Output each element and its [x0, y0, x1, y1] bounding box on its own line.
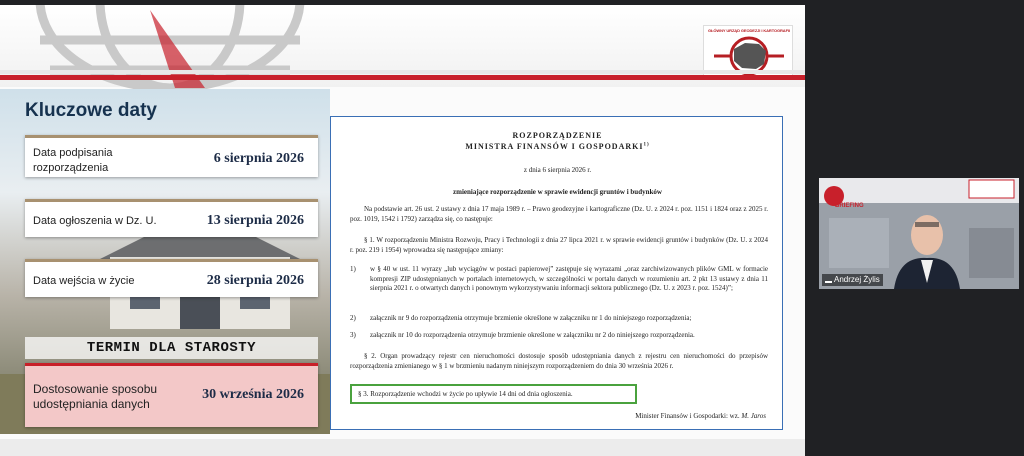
participant-video-feed	[819, 178, 1019, 289]
termin-banner: TERMIN DLA STAROSTY	[25, 337, 318, 359]
card-date: 30 września 2026	[202, 387, 304, 402]
doc-signature-name: M. Jaros	[741, 412, 766, 420]
doc-subject: zmieniające rozporządzenie w sprawie ewidencji gruntów i budynków	[453, 188, 662, 196]
poland-map-icon	[712, 35, 786, 75]
doc-title: ROZPORZĄDZENIE	[512, 131, 603, 140]
doc-item-number: 3)	[350, 331, 356, 339]
doc-paragraph-3: § 3. Rozporządzenie wchodzi w życie po upływie 14 dni od dnia ogłoszenia.	[358, 390, 573, 398]
key-date-card	[25, 135, 318, 177]
doc-paragraph-2: § 2. Organ prowadzący rejestr cen nieruchomości dostosuje sposób udostępniania danych z rejestru cen nieruchomości do przepisów rozporządzenia zmienianego w § 1 w brzmieniu nadanym niniejszym rozporządzeniem do dnia 30 września 2026 r.	[350, 352, 768, 370]
doc-item-number: 2)	[350, 314, 356, 322]
key-date-card	[25, 199, 318, 237]
presentation-slide	[0, 5, 805, 456]
card-label: Dostosowanie sposobu udostępniania danych	[33, 382, 158, 411]
header-divider	[0, 75, 805, 80]
card-label: Data podpisania rozporządzenia	[33, 147, 113, 174]
card-label: Data wejścia w życie	[33, 275, 135, 287]
gugik-logo: GŁÓWNY URZĄD GEODEZJI I KARTOGRAFII	[703, 25, 793, 77]
doc-issuer	[331, 142, 784, 151]
card-date: 6 sierpnia 2026	[213, 151, 304, 166]
doc-preamble: Na podstawie art. 26 ust. 2 ustawy z dnia 17 maja 1989 r. – Prawo geodezyjne i kartograficzne (Dz. U. z 2024 r. poz. 1151 i 1824 oraz z 2025 r. poz. 1019, 1542 i 1792) zarządza się, co następuje:	[350, 205, 768, 223]
doc-item: załącznik nr 9 do rozporządzenia otrzymuje brzmienie określone w załączniku nr 1 do niniejszego rozporządzenia;	[370, 314, 692, 322]
doc-paragraph-1: § 1. W rozporządzeniu Ministra Rozwoju, Pracy i Technologii z dnia 27 lipca 2021 r. w sprawie ewidencji gruntów i budynków (Dz. U. z 2024 r. poz. 219 i 1954) wprowadza się następujące zmiany:	[350, 236, 768, 254]
card-label: Data ogłoszenia w Dz. U.	[33, 215, 157, 227]
participant-name: Andrzej Żylis	[834, 275, 880, 284]
card-date: 28 sierpnia 2026	[206, 273, 304, 288]
signal-bars-icon	[825, 276, 832, 283]
slide-heading: Kluczowe daty	[25, 100, 157, 121]
deadline-card	[25, 363, 318, 427]
doc-date: z dnia 6 sierpnia 2026 r.	[523, 166, 592, 174]
doc-issuer-footnote: 1)	[643, 142, 650, 148]
participant-name-tag	[822, 274, 883, 286]
regulation-document	[330, 116, 783, 430]
card-date: 13 sierpnia 2026	[206, 213, 304, 228]
doc-signature-text: Minister Finansów i Gospodarki: wz.	[635, 412, 740, 420]
doc-signature	[635, 412, 766, 422]
doc-item: załącznik nr 10 do rozporządzenia otrzymuje brzmienie określone w załączniku nr 2 do niniejszego rozporządzenia.	[370, 331, 695, 339]
slide-footer	[0, 439, 805, 456]
doc-issuer-text: MINISTRA FINANSÓW I GOSPODARKI	[465, 142, 644, 151]
key-date-card	[25, 259, 318, 297]
briefing-badge: BRIEFING	[835, 203, 864, 209]
participant-video-tile[interactable]	[819, 178, 1019, 289]
doc-item: w § 40 w ust. 11 wyrazy „lub wyciągów w postaci papierowej” zastępuje się wyrazami „oraz zarchiwizowanych plików GML w formacie kompresji ZIP udostępnianych w portalach internetowych, w szczególności w portalu danych w rozumieniu art. 2 pkt 13 ustawy z dnia 11 sierpnia 2021 r. o otwartych danych i ponownym wykorzystywaniu informacji sektora publicznego (Dz. U. z 2023 r. poz. 1524)”;	[370, 265, 768, 292]
doc-item-number: 1)	[350, 265, 356, 273]
